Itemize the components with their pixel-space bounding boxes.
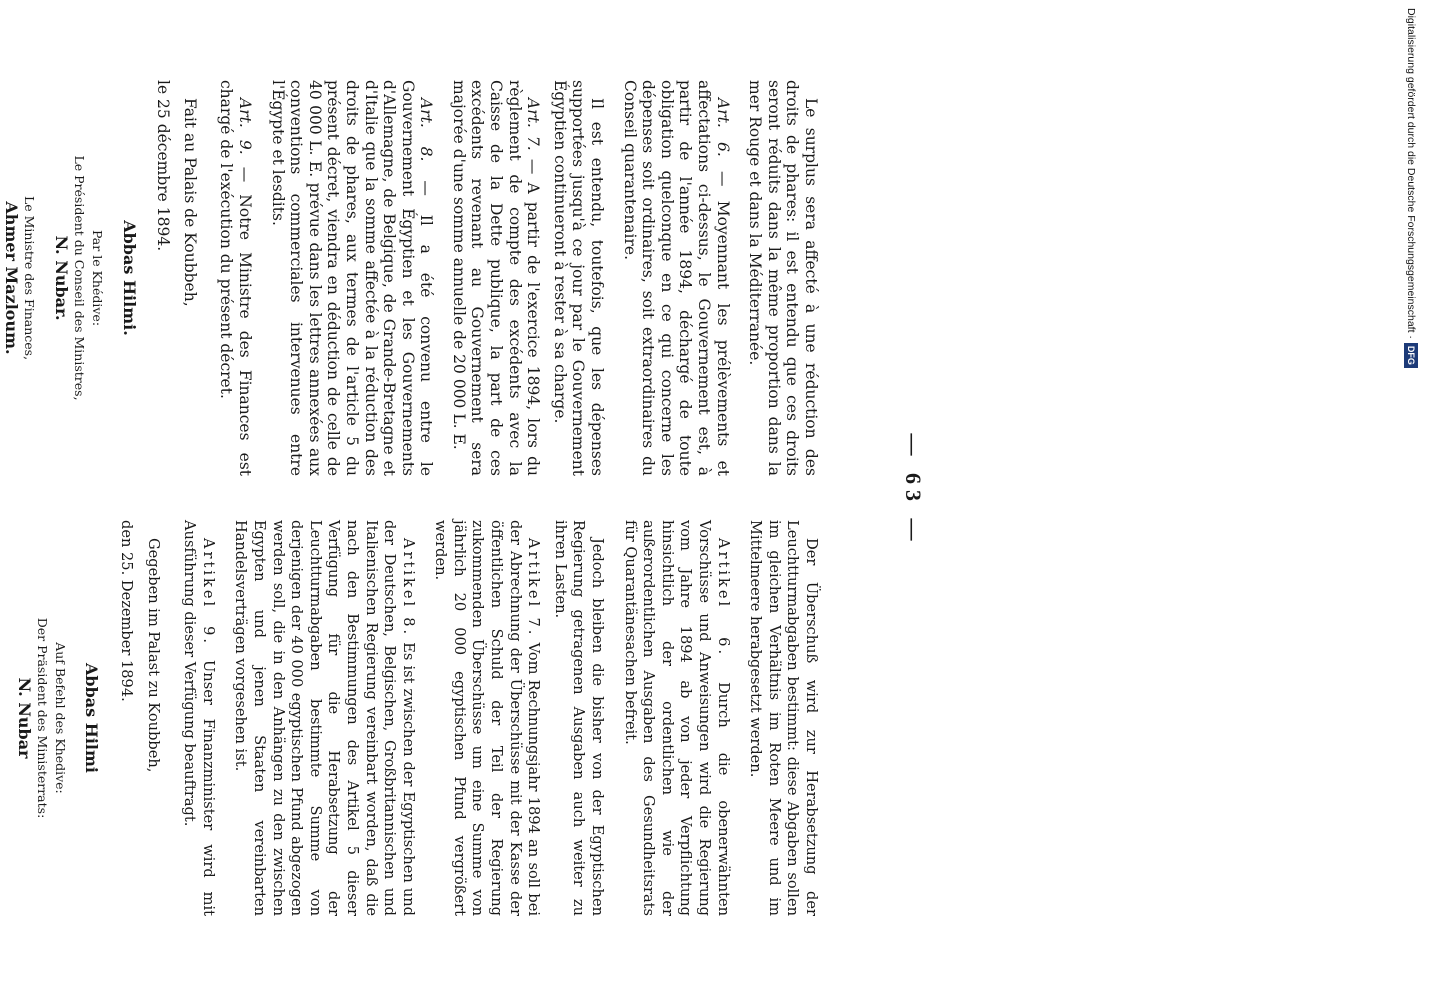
de-article-6-label: Artikel 6. <box>714 538 732 658</box>
fr-article-8-label: Art. 8. <box>417 98 436 162</box>
de-article-8 <box>231 520 417 916</box>
fr-article-6 <box>620 80 732 476</box>
fr-article-7-label: Art. 7. <box>524 98 543 151</box>
fr-ruler-signature: Abbas Hilmi. <box>119 220 139 336</box>
fr-article-6-label: Art. 6. <box>713 98 732 157</box>
fr-article-6-text: — Moyennant les prélèvements et affectations ci-dessus, le Gouvernement est, à partir de l'année 1894, déchargé de toute obligation quelconque en ce qui concerne les dépenses soit ordinaires, soit extraordinaires du Conseil quarantenaire. <box>620 80 732 476</box>
digitization-stamp-inner <box>1398 8 1424 388</box>
de-paragraph-jedoch: Jedoch bleiben die bisher von der Egyptischen Regierung getragenen Ausgaben auch weiter zu ihren Lasten. <box>551 520 607 916</box>
fr-article-8 <box>268 80 435 476</box>
de-ruler-signature: Abbas Hilmi <box>82 662 102 773</box>
fr-signatory-2-title: Le Ministre des Finances, <box>22 195 37 361</box>
fr-paragraph-entendu: Il est entendu, toutefois, que les dépenses supportées jusqu'à ce jour par le Gouvernement Égyptien continueront à rester à sa charge. <box>550 80 607 476</box>
de-article-7-text: Vom Rechnungsjahr 1894 an soll bei der Abrechnung der Überschüsse mit der Kasse der öffentlichen Schuld der Teil der Regierung zukommenden Überschüsse um eine Summe von jährlich 20 000 egyptischen Pfund vergrößert werden. <box>432 520 543 916</box>
de-article-7-label: Artikel 7. <box>525 538 543 638</box>
de-signatory-1-title: Der Präsident des Ministerrats: <box>34 617 50 819</box>
fr-by-order: Par le Khédive: <box>90 229 105 327</box>
de-article-6 <box>620 520 732 916</box>
fr-article-9-text: — Notre Ministre des Finances est chargé de l'exécution du présent décret. <box>217 80 254 476</box>
fr-article-7 <box>449 80 542 476</box>
de-article-9-label: Artikel 9. <box>199 538 217 647</box>
de-article-9 <box>180 520 217 916</box>
dfg-logo: DFG <box>1404 343 1418 368</box>
fr-article-9-label: Art. 9. <box>235 98 254 155</box>
fr-signatory-2-name: Ahmer Mazloum. <box>2 201 21 355</box>
fr-signature-block <box>0 80 138 476</box>
fr-signatory-1-name: N. Nubar. <box>52 235 71 321</box>
de-dateline-place: Gegeben im Palast zu Koubbeh, <box>144 538 162 773</box>
fr-article-8-text: — Il a été convenu entre le Gouvernement Égyptien et les Gouvernements d'Allemagne, de Belgique, de Grande-Bretagne et d'Italie que la somme affectée à la réduction des droits de phares, aux termes de l'article 5 du présent décret, viendra en déduction de celle de 40 000 L. E. prévue dans les lettres annexées aux conventions commerciales intervenues entre l'Égypte et lesdits. <box>268 80 436 476</box>
de-signatory-1-name: N. Nubar <box>14 677 34 759</box>
de-dateline-date: den 25. Dezember 1894. <box>118 520 135 702</box>
de-paragraph-ueberschuss: Der Überschuß wird zur Herabsetzung der Leuchtturmabgaben bestimmt: diese Abgaben sollen im gleichen Verhältnis im Roten Meere und im Mittelmeere herabgesetzt werden. <box>747 520 820 916</box>
de-by-order: Auf Befehl des Khedive: <box>52 642 68 794</box>
de-article-8-text: Es ist zwischen der Egyptischen und der Deutschen, Belgischen, Großbritannischen und Italienischen Regierung vereinbart worden, daß die nach den Bestimmungen des Artikel 5 dieser Verfügung für die Herabsetzung der Leuchtturmabgaben bestimmte Summe von derjenigen der 40 000 egyptischen Pfund abgezogen werden soll, die in den Anhängen zu den zwischen Egypten und jenen Staaten vereinbarten Handelsverträgen vorgesehen ist. <box>232 520 417 916</box>
page-number: — 63 — <box>901 433 926 547</box>
fr-signatory-1-title: Le Président du Conseil des Ministres, <box>72 155 87 401</box>
de-signature-block <box>0 520 100 916</box>
german-column <box>0 520 820 916</box>
digitization-stamp-text: Digitalisierung gefördert durch die Deutsche Forschungsgemeinschaft · <box>1405 8 1417 339</box>
digitization-stamp <box>1398 8 1424 388</box>
fr-article-7-text: — A partir de l'exercice 1894, lors du règlement de compte des excédents avec la Caisse de la Dette publique, la part de ces excédents revenant au Gouvernement sera majorée d'une somme annuelle de 20 000 L. E. <box>449 80 543 476</box>
de-article-7 <box>431 520 543 916</box>
de-article-9-text: Unser Finanzminister wird mit Ausführung dieser Verfügung beauftragt. <box>181 520 217 916</box>
french-column <box>0 80 820 476</box>
de-article-8-label: Artikel 8. <box>399 538 417 638</box>
fr-article-9 <box>217 80 254 476</box>
fr-dateline-date: le 25 décembre 1894. <box>154 80 173 252</box>
fr-dateline-place: Fait au Palais de Koubbeh, <box>180 98 199 307</box>
fr-paragraph-surplus: Le surplus sera affecté à une réduction des droits de phares: il est entendu que ces droits seront réduits dans la même proportion dans la mer Rouge et dans la Méditerranée. <box>746 80 820 476</box>
de-article-6-text: Durch die obenerwähnten Vorschüsse und Anweisungen wird die Regierung vom Jahre 1894 ab von jeder Verpflichtung hinsichtlich der ordentlichen wie der außerordentlichen Ausgaben des Gesundheitsrats für Quarantänesachen befreit. <box>621 520 732 916</box>
